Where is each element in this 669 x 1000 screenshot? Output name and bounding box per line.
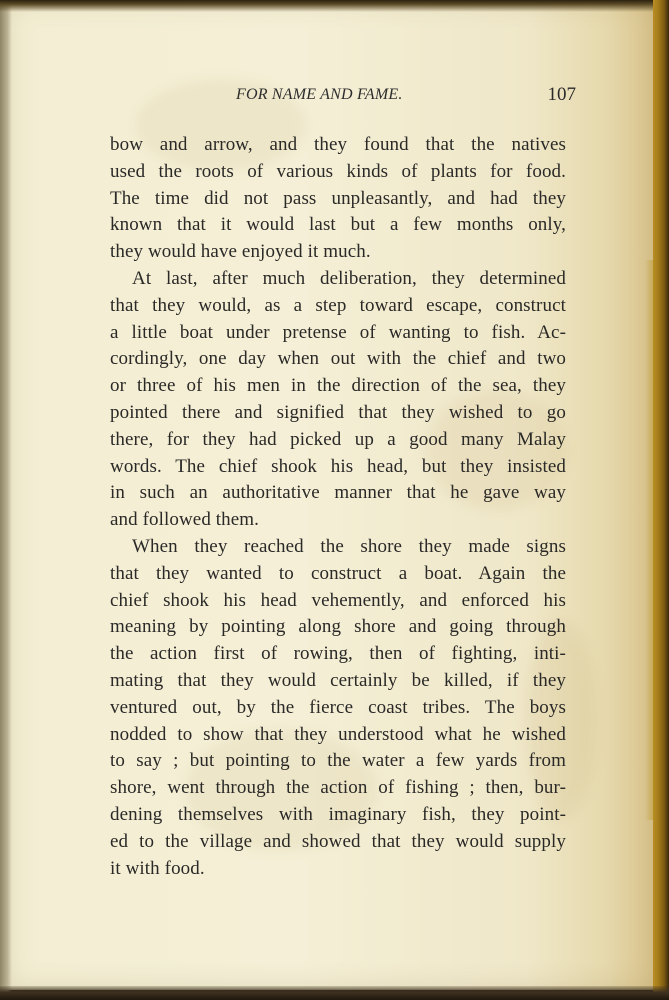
text-line: chief shook his head vehemently, and enforced his	[110, 589, 566, 611]
text-line: ed to the village and showed that they would supply	[110, 830, 566, 852]
text-line: cordingly, one day when out with the chief and two	[110, 348, 566, 370]
text-line: The time did not pass unpleasantly, and had they	[110, 187, 566, 209]
text-line: and followed them.	[110, 509, 260, 531]
text-line: pointed there and signified that they wished to go	[110, 401, 566, 423]
text-line: dening themselves with imaginary fish, they point-	[110, 803, 566, 825]
text-line: the action first of rowing, then of fighting, inti-	[110, 643, 566, 665]
body-text	[110, 132, 566, 882]
text-line: known that it would last but a few months only,	[110, 214, 566, 236]
text-line: there, for they had picked up a good many Malay	[110, 428, 566, 450]
text-line: mating that they would certainly be killed, if they	[110, 669, 566, 691]
text-line: bow and arrow, and they found that the natives	[110, 134, 566, 155]
running-head	[236, 86, 576, 114]
right-page-fold	[645, 260, 653, 820]
text-line: or three of his men in the direction of the sea, they	[110, 375, 566, 397]
top-page-shadow	[0, 0, 669, 12]
text-line: in such an authoritative manner that he gave way	[110, 482, 566, 504]
text-line: they would have enjoyed it much.	[110, 241, 371, 263]
bottom-page-shadow	[0, 986, 669, 1000]
text-line: nodded to show that they understood what he wished	[110, 723, 566, 745]
text-line: to say ; but pointing to the water a few yards from	[110, 750, 566, 772]
text-line: used the roots of various kinds of plants for food.	[110, 160, 566, 182]
text-line: that they would, as a step toward escape, construct	[110, 294, 566, 316]
text-line: it with food.	[110, 857, 205, 879]
paragraph-first-line: At last, after much deliberation, they determined	[132, 267, 566, 289]
text-line: that they wanted to construct a boat. Again the	[110, 562, 566, 584]
running-head-title: FOR NAME AND FAME.	[236, 86, 403, 103]
page-number: 107	[547, 84, 576, 105]
paper-page	[6, 0, 657, 990]
left-page-shadow	[0, 0, 12, 1000]
paragraph-first-line: When they reached the shore they made signs	[132, 535, 566, 557]
text-line: words. The chief shook his head, but they insisted	[110, 455, 566, 477]
gilt-page-edge	[653, 0, 669, 1000]
text-line: meaning by pointing along shore and going through	[110, 616, 566, 638]
text-line: shore, went through the action of fishing ; then, bur-	[110, 777, 566, 799]
text-line: a little boat under pretense of wanting to fish. Ac-	[110, 321, 566, 343]
text-line: ventured out, by the fierce coast tribes. The boys	[110, 696, 566, 718]
